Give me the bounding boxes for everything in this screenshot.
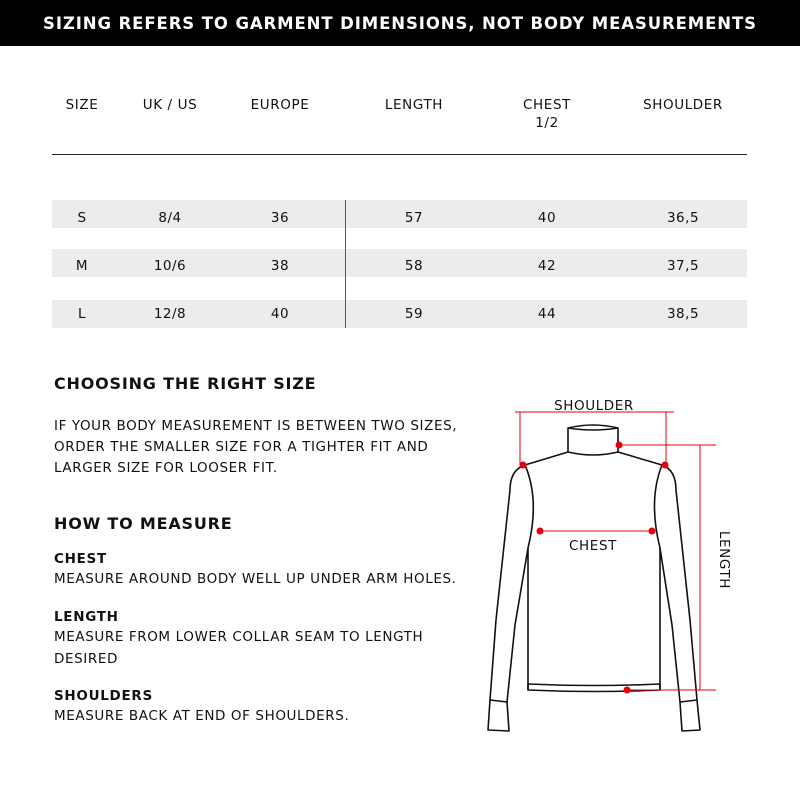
header-uk-us: UK / US bbox=[142, 97, 198, 113]
length-diagram-label: LENGTH bbox=[716, 530, 732, 590]
header-divider bbox=[52, 154, 747, 155]
shoulder-cell: 38,5 bbox=[666, 306, 700, 322]
length-instruction: MEASURE FROM LOWER COLLAR SEAM TO LENGTH bbox=[54, 629, 424, 645]
size-cell: M bbox=[75, 258, 89, 274]
chest-diagram-label: CHEST bbox=[569, 538, 617, 554]
choosing-line: IF YOUR BODY MEASUREMENT IS BETWEEN TWO SIZES, bbox=[54, 418, 458, 434]
europe-cell: 38 bbox=[270, 258, 290, 274]
choosing-title: CHOOSING THE RIGHT SIZE bbox=[54, 374, 317, 393]
chest-cell: 44 bbox=[537, 306, 557, 322]
choosing-line: LARGER SIZE FOR LOOSER FIT. bbox=[54, 460, 278, 476]
header-length: LENGTH bbox=[384, 97, 444, 113]
header-size: SIZE bbox=[65, 97, 99, 113]
chest-label: CHEST bbox=[54, 551, 107, 567]
length-cell: 57 bbox=[404, 210, 424, 226]
uk-us-cell: 12/8 bbox=[153, 306, 187, 322]
size-cell: S bbox=[77, 210, 87, 226]
length-instruction: DESIRED bbox=[54, 651, 118, 667]
choosing-line: ORDER THE SMALLER SIZE FOR A TIGHTER FIT AND bbox=[54, 439, 429, 455]
header-chest-half: CHEST 1/2 bbox=[523, 97, 571, 131]
length-cell: 59 bbox=[404, 306, 424, 322]
europe-cell: 36 bbox=[270, 210, 290, 226]
length-label: LENGTH bbox=[54, 609, 119, 625]
banner-text: SIZING REFERS TO GARMENT DIMENSIONS, NOT BODY MEASUREMENTS bbox=[43, 13, 757, 33]
chest-cell: 42 bbox=[537, 258, 557, 274]
measure-title: HOW TO MEASURE bbox=[54, 514, 233, 533]
header-shoulder: SHOULDER bbox=[643, 97, 723, 113]
garment-diagram bbox=[470, 380, 770, 740]
chest-instruction: MEASURE AROUND BODY WELL UP UNDER ARM HOLES. bbox=[54, 571, 457, 587]
shoulders-instruction: MEASURE BACK AT END OF SHOULDERS. bbox=[54, 708, 350, 724]
uk-us-cell: 8/4 bbox=[158, 210, 182, 226]
europe-cell: 40 bbox=[270, 306, 290, 322]
header-europe: EUROPE bbox=[250, 97, 310, 113]
shoulder-cell: 36,5 bbox=[666, 210, 700, 226]
length-cell: 58 bbox=[404, 258, 424, 274]
size-cell: L bbox=[77, 306, 87, 322]
shoulder-diagram-label: SHOULDER bbox=[554, 398, 634, 414]
sweater-outline bbox=[488, 425, 700, 731]
chest-cell: 40 bbox=[537, 210, 557, 226]
shoulders-label: SHOULDERS bbox=[54, 688, 153, 704]
uk-us-cell: 10/6 bbox=[153, 258, 187, 274]
measure-points bbox=[520, 442, 669, 694]
shoulder-cell: 37,5 bbox=[666, 258, 700, 274]
column-divider bbox=[345, 200, 346, 328]
top-banner bbox=[0, 0, 800, 46]
